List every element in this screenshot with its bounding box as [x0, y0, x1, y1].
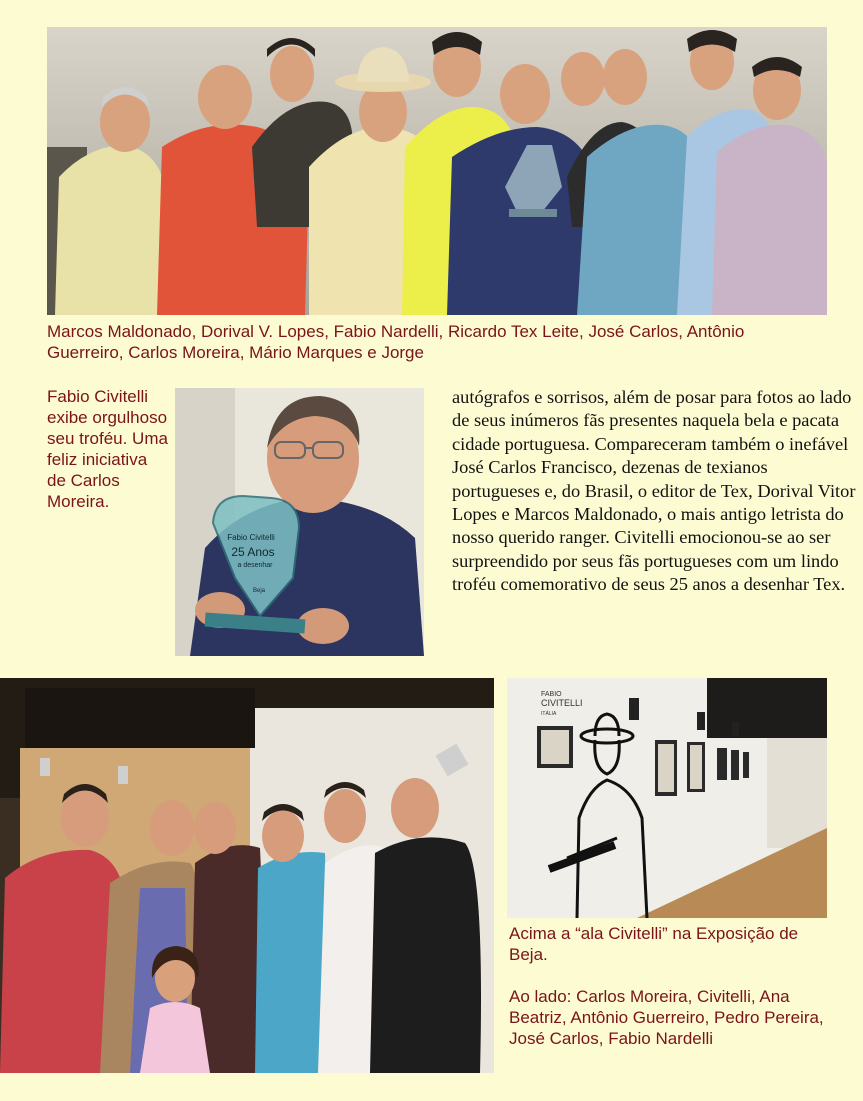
trophy-photo — [175, 388, 424, 656]
exhibition-photo — [507, 678, 827, 918]
trophy-title-text: 25 Anos — [231, 545, 275, 559]
exhibition-sign-line3: ITÁLIA — [541, 711, 557, 717]
trophy-city-text: Beja — [252, 588, 266, 594]
exhibition-photo-caption: Acima a “ala Civitelli” na Exposição de Beja. — [509, 924, 799, 964]
article-text: autógrafos e sorrisos, além de posar para fotos ao lado de seus inúmeros fãs presentes naquela bela e pacata cidade portuguesa. Compareceram também o inefável José Carlos Francisco, dezenas de texianos portugueses e, do Brasil, o editor de Tex, Dorival Vitor Lopes e Marcos Maldonado, o mais antigo letrista do nosso querido ranger. Civitelli emocionou-se ao ser surpreendido por seus fãs portugueses com um lindo troféu comemorativo de seus 25 anos a desenhar Tex. — [452, 387, 856, 595]
bottom-group-photo-caption: Ao lado: Carlos Moreira, Civitelli, Ana Beatriz, Antônio Guerreiro, Pedro Pereira, José Carlos, Fabio Nardelli — [509, 987, 824, 1048]
trophy-photo-caption: Fabio Civitelli exibe orgulhoso seu troféu. Uma feliz iniciativa de Carlos Moreira. — [47, 387, 168, 511]
exhibition-sign-line1: FABIO — [541, 691, 562, 698]
trophy-subtitle-text: a desenhar — [237, 562, 273, 569]
trophy-name-text: Fabio Civitelli — [227, 533, 275, 542]
exhibition-sign-line2: CIVITELLI — [541, 698, 583, 708]
group-photo-caption: Marcos Maldonado, Dorival V. Lopes, Fabio Nardelli, Ricardo Tex Leite, José Carlos, Antônio Guerreiro, Carlos Moreira, Mário Marques e Jorge — [47, 322, 745, 362]
bottom-group-photo — [0, 678, 494, 1073]
article-paragraph — [452, 386, 856, 597]
group-photo — [47, 27, 827, 315]
